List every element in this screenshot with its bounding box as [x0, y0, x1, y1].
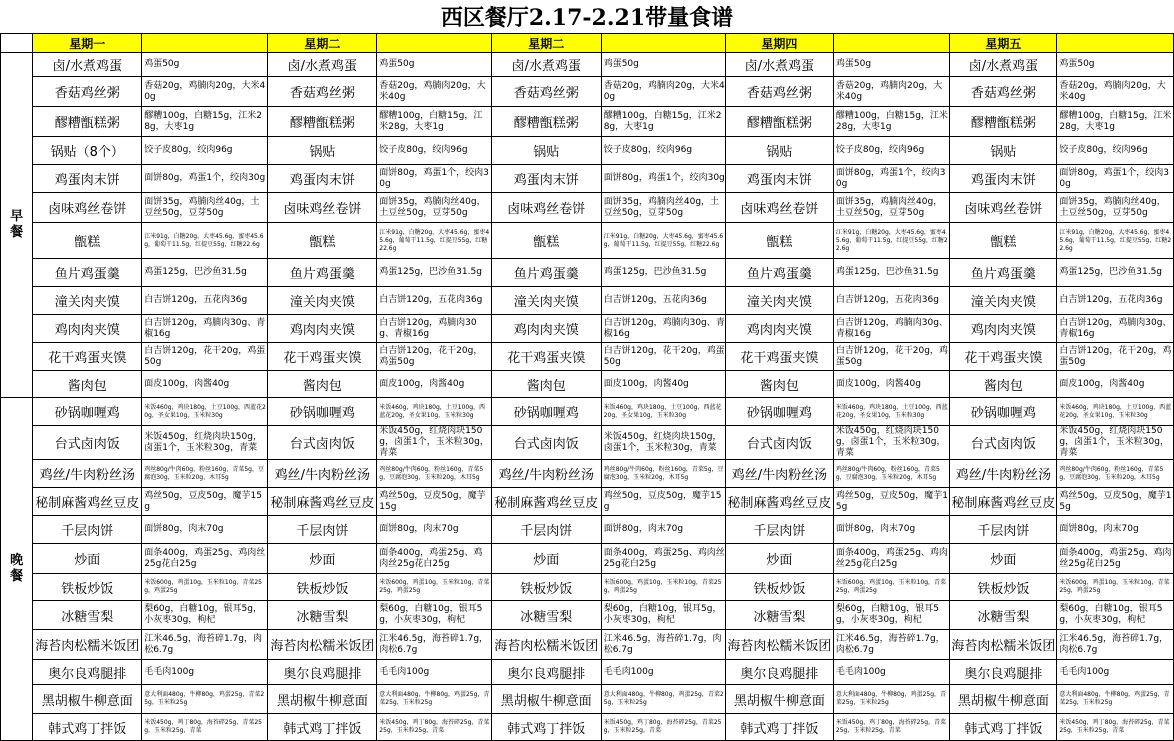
ingredient-cell: 香菇20g，鸡腩肉20g，大米40g: [142, 77, 268, 107]
dish-name: 鸡蛋肉末饼: [33, 165, 142, 193]
dish-name: 卤味鸡丝卷饼: [491, 193, 601, 223]
dish-name: 鱼片鸡蛋羹: [33, 259, 142, 287]
dish-name: 鸡丝/牛肉粉丝汤: [950, 460, 1057, 488]
ingredient-cell: 米饭450g，红烧肉块150g，卤蛋1个，玉米粒30g，青菜: [601, 426, 725, 460]
ingredient-cell: 白吉饼120g，五花肉36g: [142, 287, 268, 315]
meal-label-dinner: 晚 餐: [1, 398, 33, 741]
dish-name: 秘制麻酱鸡丝豆皮: [33, 488, 142, 516]
ingredient-cell: 鸡蛋50g: [1057, 53, 1174, 77]
dish-name: 砂锅咖喱鸡: [268, 398, 377, 426]
dish-name: 甑糕: [33, 223, 142, 259]
dish-name: 卤味鸡丝卷饼: [950, 193, 1057, 223]
table-row: [1, 398, 1174, 426]
ingredient-cell: 江米46.5g，海苔碎1.7g，肉松6.7g: [601, 630, 725, 660]
dish-name: 鸡丝/牛肉粉丝汤: [725, 460, 833, 488]
dish-name: 锅贴: [725, 137, 833, 165]
ingredient-cell: 鸡蛋50g: [833, 53, 950, 77]
dish-name: 黑胡椒牛柳意面: [950, 685, 1057, 714]
ingredient-cell: 米饭460g，鸡块180g，土豆100g，西蓝花20g，圣女果10g，玉米粒30g: [377, 398, 492, 426]
table-row: [1, 315, 1174, 343]
dish-name: 台式卤肉饭: [725, 426, 833, 460]
ingredient-cell: 鸡丝50g，豆皮50g，魔芋15g: [142, 488, 268, 516]
dish-name: 秘制麻酱鸡丝豆皮: [950, 488, 1057, 516]
dish-name: 铁板炒饭: [491, 574, 601, 601]
ingredient-cell: 面饼35g，鸡腩肉丝40g，土豆丝50g，豆芽50g: [833, 193, 950, 223]
dish-name: 黑胡椒牛柳意面: [725, 685, 833, 714]
table-row: [1, 660, 1174, 685]
ingredient-cell: 面皮100g，肉酱40g: [833, 371, 950, 398]
table-row: [1, 544, 1174, 574]
dish-name: 酱肉包: [725, 371, 833, 398]
dish-name: 鱼片鸡蛋羹: [950, 259, 1057, 287]
day-header: 星期四: [725, 34, 833, 53]
meal-label-breakfast: 早 餐: [1, 53, 33, 398]
ingredient-cell: 梨60g，白糖10g，银耳5g，小灰枣30g，枸杞: [377, 601, 492, 630]
ingredient-cell: 面皮100g，肉酱40g: [377, 371, 492, 398]
ingredient-cell: 米饭600g，鸡蛋10g，玉米粒10g，青菜25g，鸡蛋25g: [142, 574, 268, 601]
table-row: [1, 137, 1174, 165]
ingredient-cell: 鸡丝80g/牛肉60g，粉丝160g，青菜5g，豆腐泡30g，玉米粒20g，木耳5g: [142, 460, 268, 488]
dish-name: 台式卤肉饭: [33, 426, 142, 460]
dish-name: 韩式鸡丁拌饭: [33, 714, 142, 741]
ingredient-cell: 鸡蛋50g: [377, 53, 492, 77]
ingredient-cell: 米饭450g，红烧肉块150g，卤蛋1个，玉米粒30g，青菜: [142, 426, 268, 460]
dish-name: 砂锅咖喱鸡: [725, 398, 833, 426]
dish-name: 甑糕: [950, 223, 1057, 259]
ingredient-cell: 鸡丝80g/牛肉60g，粉丝160g，青菜5g，豆腐泡30g，玉米粒20g，木耳5g: [601, 460, 725, 488]
ingredient-cell: 米饭460g，鸡块180g，土豆100g，西蓝花20g，圣女果10g，玉米粒30g: [142, 398, 268, 426]
ingredient-cell: 白吉饼120g，鸡腩肉30g、青椒16g: [142, 315, 268, 343]
day-header: 星期二: [491, 34, 601, 53]
ingredient-cell: 米饭600g，鸡蛋10g，玉米粒10g，青菜25g，鸡蛋25g: [1057, 574, 1174, 601]
dish-name: 黑胡椒牛柳意面: [33, 685, 142, 714]
ingredient-cell: 醪糟100g，白糖15g，江米28g，大枣1g: [142, 107, 268, 137]
ingredient-cell: 白吉饼120g，花干20g，鸡蛋50g: [142, 343, 268, 371]
menu-table: [0, 33, 1174, 741]
dish-name: 冰糖雪梨: [950, 601, 1057, 630]
dish-name: 砂锅咖喱鸡: [950, 398, 1057, 426]
dish-name: 锅贴: [268, 137, 377, 165]
ingredient-cell: 白吉饼120g，五花肉36g: [377, 287, 492, 315]
dish-name: 香菇鸡丝粥: [725, 77, 833, 107]
ingredient-cell: 梨60g，白糖10g，银耳5g，小灰枣30g，枸杞: [833, 601, 950, 630]
dish-name: 炒面: [268, 544, 377, 574]
dish-name: 潼关肉夹馍: [950, 287, 1057, 315]
table-row: [1, 193, 1174, 223]
dish-name: 卤/水煮鸡蛋: [950, 53, 1057, 77]
ingredient-cell: 鸡丝50g，豆皮50g，魔芋15g: [601, 488, 725, 516]
ingredient-cell: 梨60g，白糖10g，银耳5g，小灰枣30g，枸杞: [601, 601, 725, 630]
dish-name: 醪糟甑糕粥: [491, 107, 601, 137]
ingredient-cell: 米饭450g，红烧肉块150g，卤蛋1个，玉米粒30g，青菜: [1057, 426, 1174, 460]
ingredient-cell: 江米46.5g，海苔碎1.7g，肉松6.7g: [833, 630, 950, 660]
ingredient-cell: 白吉饼120g，五花肉36g: [833, 287, 950, 315]
dish-name: 铁板炒饭: [725, 574, 833, 601]
ingredient-cell: 面饼35g，鸡腩肉丝40g，土豆丝50g，豆芽50g: [142, 193, 268, 223]
ingredient-cell: 江米91g，白糖20g，大枣45.6g，蜜枣45.6g，葡萄干11.5g，红提豆55g，红糖22.6g: [601, 223, 725, 259]
dish-name: 奥尔良鸡腿排: [268, 660, 377, 685]
corner-cell: [1, 34, 33, 53]
dish-name: 台式卤肉饭: [950, 426, 1057, 460]
dish-name: 黑胡椒牛柳意面: [268, 685, 377, 714]
dish-name: 铁板炒饭: [950, 574, 1057, 601]
ingredient-cell: 鸡丝50g，豆皮50g，魔芋15g: [1057, 488, 1174, 516]
ingredient-cell: 面饼80g，肉末70g: [377, 516, 492, 544]
ingredient-cell: 米饭600g，鸡蛋10g，玉米粒10g，青菜25g，鸡蛋25g: [377, 574, 492, 601]
dish-name: 卤/水煮鸡蛋: [33, 53, 142, 77]
ingredient-cell: 鸡丝80g/牛肉60g，粉丝160g，青菜5g，豆腐泡30g，玉米粒20g，木耳5g: [377, 460, 492, 488]
ingredient-cell: 面饼35g，鸡腩肉丝40g，土豆丝50g，豆芽50g: [377, 193, 492, 223]
ingredient-cell: 面条400g，鸡蛋25g、鸡肉丝25g花白25g: [142, 544, 268, 574]
dish-name: 鸡蛋肉末饼: [725, 165, 833, 193]
ingredient-cell: 面饼80g，肉末70g: [601, 516, 725, 544]
dish-name: 潼关肉夹馍: [33, 287, 142, 315]
ingredient-cell: 香菇20g，鸡腩肉20g，大米40g: [833, 77, 950, 107]
dish-name: 秘制麻酱鸡丝豆皮: [491, 488, 601, 516]
dish-name: 醪糟甑糕粥: [725, 107, 833, 137]
table-row: [1, 165, 1174, 193]
ingredient-cell: 米饭450g，鸡丁80g，海苔碎25g，青菜25g，玉米粒25g，青菜: [601, 714, 725, 741]
ingredient-cell: 饺子皮80g，绞肉96g: [1057, 137, 1174, 165]
ingredient-cell: 米饭460g，鸡块180g，土豆100g，西蓝花20g，圣女果10g，玉米粒30g: [1057, 398, 1174, 426]
ingredient-cell: 白吉饼120g，五花肉36g: [601, 287, 725, 315]
dish-name: 千层肉饼: [491, 516, 601, 544]
dish-name: 奥尔良鸡腿排: [950, 660, 1057, 685]
ingredient-cell: 米饭460g，鸡块180g，土豆100g，西蓝花20g，圣女果10g，玉米粒30g: [833, 398, 950, 426]
ingredient-cell: 鸡丝80g/牛肉60g，粉丝160g，青菜5g，豆腐泡30g，玉米粒20g，木耳5g: [1057, 460, 1174, 488]
ingredient-cell: 毛毛肉100g: [833, 660, 950, 685]
ingredient-cell: 江米91g，白糖20g，大枣45.6g，蜜枣45.6g，葡萄干11.5g，红提豆55g，红糖22.6g: [377, 223, 492, 259]
dish-name: 卤/水煮鸡蛋: [268, 53, 377, 77]
dish-name: 香菇鸡丝粥: [950, 77, 1057, 107]
dish-name: 花干鸡蛋夹馍: [268, 343, 377, 371]
day-header: 星期二: [268, 34, 377, 53]
dish-name: 鸡丝/牛肉粉丝汤: [491, 460, 601, 488]
table-row: [1, 343, 1174, 371]
ingredient-cell: 毛毛肉100g: [601, 660, 725, 685]
ingredient-cell: 米饭450g，红烧肉块150g，卤蛋1个，玉米粒30g，青菜: [833, 426, 950, 460]
ingredient-cell: 毛毛肉100g: [142, 660, 268, 685]
ingredient-cell: 江米46.5g，海苔碎1.7g，肉松6.7g: [1057, 630, 1174, 660]
dish-name: 锅贴（8个）: [33, 137, 142, 165]
ingredient-cell: 饺子皮80g，绞肉96g: [601, 137, 725, 165]
dish-name: 花干鸡蛋夹馍: [725, 343, 833, 371]
ingredient-cell: 鸡蛋125g，巴沙鱼31.5g: [142, 259, 268, 287]
dish-name: 韩式鸡丁拌饭: [950, 714, 1057, 741]
dish-name: 鸡肉肉夹馍: [725, 315, 833, 343]
dish-name: 砂锅咖喱鸡: [33, 398, 142, 426]
dish-name: 醪糟甑糕粥: [33, 107, 142, 137]
dish-name: 酱肉包: [33, 371, 142, 398]
ingredient-cell: 醪糟100g，白糖15g，江米28g，大枣1g: [833, 107, 950, 137]
ingredient-cell: 面饼80g，肉末70g: [1057, 516, 1174, 544]
dish-name: 酱肉包: [268, 371, 377, 398]
dish-name: 酱肉包: [491, 371, 601, 398]
ingredient-cell: 鸡蛋125g，巴沙鱼31.5g: [1057, 259, 1174, 287]
dish-name: 鸡蛋肉末饼: [950, 165, 1057, 193]
ingredient-cell: 香菇20g，鸡腩肉20g，大米40g: [601, 77, 725, 107]
ingredient-cell: 意大利面480g，牛柳80g，鸡蛋25g，青菜25g，玉米粒25g: [601, 685, 725, 714]
table-row: [1, 714, 1174, 741]
ingredient-cell: 饺子皮80g，绞肉96g: [833, 137, 950, 165]
dish-name: 奥尔良鸡腿排: [491, 660, 601, 685]
ingredient-cell: 面饼80g，鸡蛋1个，绞肉30g: [377, 165, 492, 193]
dish-name: 秘制麻酱鸡丝豆皮: [725, 488, 833, 516]
ingredient-cell: 白吉饼120g，鸡腩肉30g、青椒16g: [601, 315, 725, 343]
dish-name: 鱼片鸡蛋羹: [725, 259, 833, 287]
dish-name: 千层肉饼: [950, 516, 1057, 544]
dish-name: 甑糕: [725, 223, 833, 259]
ingredient-cell: 毛毛肉100g: [377, 660, 492, 685]
ingredient-cell: 江米91g，白糖20g，大枣45.6g，蜜枣45.6g，葡萄干11.5g，红提豆55g，红糖22.6g: [1057, 223, 1174, 259]
ingredient-cell: 白吉饼120g，五花肉36g: [1057, 287, 1174, 315]
table-row: [1, 107, 1174, 137]
dish-name: 炒面: [725, 544, 833, 574]
table-row: [1, 223, 1174, 259]
dish-name: 千层肉饼: [33, 516, 142, 544]
ingredient-cell: 意大利面480g，牛柳80g，鸡蛋25g，青菜25g，玉米粒25g: [377, 685, 492, 714]
table-row: [1, 601, 1174, 630]
ingredient-cell: 鸡丝50g，豆皮50g，魔芋15g: [833, 488, 950, 516]
table-row: [1, 53, 1174, 77]
ingredient-cell: 面饼35g，鸡腩肉丝40g，土豆丝50g，豆芽50g: [1057, 193, 1174, 223]
ingredient-cell: 面饼80g，鸡蛋1个，绞肉30g: [601, 165, 725, 193]
dish-name: 冰糖雪梨: [33, 601, 142, 630]
dish-name: 花干鸡蛋夹馍: [33, 343, 142, 371]
ingredient-cell: 鸡丝80g/牛肉60g，粉丝160g，青菜5g，豆腐泡30g，玉米粒20g，木耳5g: [833, 460, 950, 488]
ingredient-cell: 米饭460g，鸡块180g，土豆100g，西蓝花20g，圣女果10g，玉米粒30g: [601, 398, 725, 426]
ingredient-cell: 江米91g，白糖20g，大枣45.6g，蜜枣45.6g，葡萄干11.5g，红提豆55g，红糖22.6g: [142, 223, 268, 259]
ingredient-cell: 白吉饼120g，鸡腩肉30g、青椒16g: [833, 315, 950, 343]
ingredient-cell: 鸡蛋125g，巴沙鱼31.5g: [377, 259, 492, 287]
ingredient-cell: 米饭450g，鸡丁80g，海苔碎25g，青菜25g，玉米粒25g，青菜: [833, 714, 950, 741]
ingredient-cell: 米饭450g，鸡丁80g，海苔碎25g，青菜25g，玉米粒25g，青菜: [377, 714, 492, 741]
table-row: [1, 287, 1174, 315]
ingredient-cell: 鸡蛋125g，巴沙鱼31.5g: [833, 259, 950, 287]
table-row: [1, 371, 1174, 398]
dish-name: 砂锅咖喱鸡: [491, 398, 601, 426]
ingredient-cell: 白吉饼120g，花干20g，鸡蛋50g: [833, 343, 950, 371]
header-row: [1, 34, 1174, 53]
dish-name: 海苔肉松糯米饭团: [950, 630, 1057, 660]
dish-name: 潼关肉夹馍: [725, 287, 833, 315]
dish-name: 奥尔良鸡腿排: [725, 660, 833, 685]
ingredient-cell: 面饼80g，肉末70g: [142, 516, 268, 544]
dish-name: 卤味鸡丝卷饼: [33, 193, 142, 223]
dish-name: 花干鸡蛋夹馍: [950, 343, 1057, 371]
dish-name: 卤/水煮鸡蛋: [491, 53, 601, 77]
ingredient-cell: 面皮100g，肉酱40g: [601, 371, 725, 398]
table-row: [1, 259, 1174, 287]
dish-name: 台式卤肉饭: [491, 426, 601, 460]
ingredient-cell: 面条400g，鸡蛋25g、鸡肉丝25g花白25g: [833, 544, 950, 574]
dish-name: 鸡蛋肉末饼: [268, 165, 377, 193]
ingredient-cell: 白吉饼120g，花干20g，鸡蛋50g: [1057, 343, 1174, 371]
dish-name: 酱肉包: [950, 371, 1057, 398]
dish-name: 炒面: [33, 544, 142, 574]
dish-name: 千层肉饼: [268, 516, 377, 544]
table-row: [1, 426, 1174, 460]
dish-name: 海苔肉松糯米饭团: [491, 630, 601, 660]
dish-name: 秘制麻酱鸡丝豆皮: [268, 488, 377, 516]
dish-name: 潼关肉夹馍: [491, 287, 601, 315]
dish-name: 海苔肉松糯米饭团: [33, 630, 142, 660]
dish-name: 鸡肉肉夹馍: [33, 315, 142, 343]
day-header: 星期五: [950, 34, 1057, 53]
dish-name: 鱼片鸡蛋羹: [491, 259, 601, 287]
dish-name: 醪糟甑糕粥: [950, 107, 1057, 137]
ingredient-cell: 面饼80g，鸡蛋1个，绞肉30g: [833, 165, 950, 193]
dish-name: 卤/水煮鸡蛋: [725, 53, 833, 77]
ingredient-cell: 饺子皮80g，绞肉96g: [142, 137, 268, 165]
ingredient-cell: 毛毛肉100g: [1057, 660, 1174, 685]
ingredient-cell: 米饭450g，鸡丁80g，海苔碎25g，青菜25g，玉米粒25g，青菜: [142, 714, 268, 741]
table-row: [1, 77, 1174, 107]
ingredient-cell: 鸡蛋125g，巴沙鱼31.5g: [601, 259, 725, 287]
table-row: [1, 630, 1174, 660]
dish-name: 铁板炒饭: [33, 574, 142, 601]
ingredient-cell: 香菇20g，鸡腩肉20g，大米40g: [1057, 77, 1174, 107]
dish-name: 醪糟甑糕粥: [268, 107, 377, 137]
ingredient-cell: 面饼80g，鸡蛋1个，绞肉30g: [1057, 165, 1174, 193]
dish-name: 鱼片鸡蛋羹: [268, 259, 377, 287]
dish-name: 冰糖雪梨: [725, 601, 833, 630]
dish-name: 台式卤肉饭: [268, 426, 377, 460]
ingredient-cell: 米饭600g，鸡蛋10g，玉米粒10g，青菜25g，鸡蛋25g: [833, 574, 950, 601]
dish-name: 铁板炒饭: [268, 574, 377, 601]
ingredient-cell: 白吉饼120g，鸡腩肉30g、青椒16g: [1057, 315, 1174, 343]
dish-name: 香菇鸡丝粥: [268, 77, 377, 107]
ingredient-cell: 面条400g，鸡蛋25g、鸡肉丝25g花白25g: [1057, 544, 1174, 574]
dish-name: 黑胡椒牛柳意面: [491, 685, 601, 714]
ingredient-cell: 白吉饼120g，花干20g，鸡蛋50g: [601, 343, 725, 371]
dish-name: 韩式鸡丁拌饭: [491, 714, 601, 741]
dish-name: 冰糖雪梨: [268, 601, 377, 630]
dish-name: 卤味鸡丝卷饼: [725, 193, 833, 223]
ingredient-cell: 米饭450g，鸡丁80g，海苔碎25g，青菜25g，玉米粒25g，青菜: [1057, 714, 1174, 741]
dish-name: 香菇鸡丝粥: [33, 77, 142, 107]
ingredient-cell: 饺子皮80g，绞肉96g: [377, 137, 492, 165]
dish-name: 韩式鸡丁拌饭: [725, 714, 833, 741]
dish-name: 千层肉饼: [725, 516, 833, 544]
ingredient-cell: 白吉饼120g，鸡腩肉30g、青椒16g: [377, 315, 492, 343]
ingredient-cell: 面皮100g，肉酱40g: [1057, 371, 1174, 398]
ingredient-cell: 面皮100g，肉酱40g: [142, 371, 268, 398]
ingredient-cell: 江米46.5g，海苔碎1.7g，肉松6.7g: [377, 630, 492, 660]
dish-name: 冰糖雪梨: [491, 601, 601, 630]
dish-name: 甑糕: [268, 223, 377, 259]
dish-name: 鸡肉肉夹馍: [950, 315, 1057, 343]
dish-name: 鸡肉肉夹馍: [491, 315, 601, 343]
dish-name: 海苔肉松糯米饭团: [268, 630, 377, 660]
dish-name: 鸡肉肉夹馍: [268, 315, 377, 343]
ingredient-cell: 鸡蛋50g: [142, 53, 268, 77]
table-row: [1, 516, 1174, 544]
dish-name: 花干鸡蛋夹馍: [491, 343, 601, 371]
ingredient-cell: 江米91g，白糖20g，大枣45.6g，蜜枣45.6g，葡萄干11.5g，红提豆55g，红糖22.6g: [833, 223, 950, 259]
ingredient-cell: 梨60g，白糖10g，银耳5g，小灰枣30g，枸杞: [142, 601, 268, 630]
ingredient-cell: 鸡蛋50g: [601, 53, 725, 77]
ingredient-cell: 醪糟100g，白糖15g，江米28g，大枣1g: [601, 107, 725, 137]
ingredient-cell: 米饭450g，红烧肉块150g，卤蛋1个，玉米粒30g，青菜: [377, 426, 492, 460]
ingredient-cell: 梨60g，白糖10g，银耳5g，小灰枣30g，枸杞: [1057, 601, 1174, 630]
ingredient-cell: 米饭600g，鸡蛋10g，玉米粒10g，青菜25g，鸡蛋25g: [601, 574, 725, 601]
ingredient-cell: 香菇20g，鸡腩肉20g，大米40g: [377, 77, 492, 107]
ingredient-cell: 意大利面480g，牛柳80g，鸡蛋25g，青菜25g，玉米粒25g: [833, 685, 950, 714]
dish-name: 香菇鸡丝粥: [491, 77, 601, 107]
ingredient-cell: 江米46.5g，海苔碎1.7g，肉松6.7g: [142, 630, 268, 660]
ingredient-cell: 鸡丝50g，豆皮50g，魔芋15g: [377, 488, 492, 516]
page-title: 西区餐厅2.17-2.21带量食谱: [440, 5, 734, 31]
dish-name: 鸡蛋肉末饼: [491, 165, 601, 193]
ingredient-cell: 面条400g，鸡蛋25g、鸡肉丝25g花白25g: [601, 544, 725, 574]
table-row: [1, 488, 1174, 516]
ingredient-cell: 面条400g，鸡蛋25g、鸡肉丝25g花白25g: [377, 544, 492, 574]
dish-name: 鸡丝/牛肉粉丝汤: [33, 460, 142, 488]
ingredient-cell: 意大利面480g，牛柳80g，鸡蛋25g，青菜25g，玉米粒25g: [1057, 685, 1174, 714]
ingredient-cell: 醪糟100g，白糖15g，江米28g，大枣1g: [377, 107, 492, 137]
dish-name: 卤味鸡丝卷饼: [268, 193, 377, 223]
dish-name: 甑糕: [491, 223, 601, 259]
ingredient-cell: 白吉饼120g，花干20g，鸡蛋50g: [377, 343, 492, 371]
dish-name: 炒面: [950, 544, 1057, 574]
ingredient-cell: 面饼80g，肉末70g: [833, 516, 950, 544]
day-header: 星期一: [33, 34, 142, 53]
ingredient-cell: 醪糟100g，白糖15g，江米28g，大枣1g: [1057, 107, 1174, 137]
dish-name: 锅贴: [491, 137, 601, 165]
table-row: [1, 460, 1174, 488]
table-row: [1, 574, 1174, 601]
dish-name: 炒面: [491, 544, 601, 574]
dish-name: 奥尔良鸡腿排: [33, 660, 142, 685]
ingredient-cell: 面饼35g，鸡腩肉丝40g，土豆丝50g，豆芽50g: [601, 193, 725, 223]
table-row: [1, 685, 1174, 714]
dish-name: 韩式鸡丁拌饭: [268, 714, 377, 741]
dish-name: 锅贴: [950, 137, 1057, 165]
dish-name: 鸡丝/牛肉粉丝汤: [268, 460, 377, 488]
ingredient-cell: 意大利面480g，牛柳80g，鸡蛋25g，青菜25g，玉米粒25g: [142, 685, 268, 714]
ingredient-cell: 面饼80g，鸡蛋1个，绞肉30g: [142, 165, 268, 193]
dish-name: 潼关肉夹馍: [268, 287, 377, 315]
dish-name: 海苔肉松糯米饭团: [725, 630, 833, 660]
